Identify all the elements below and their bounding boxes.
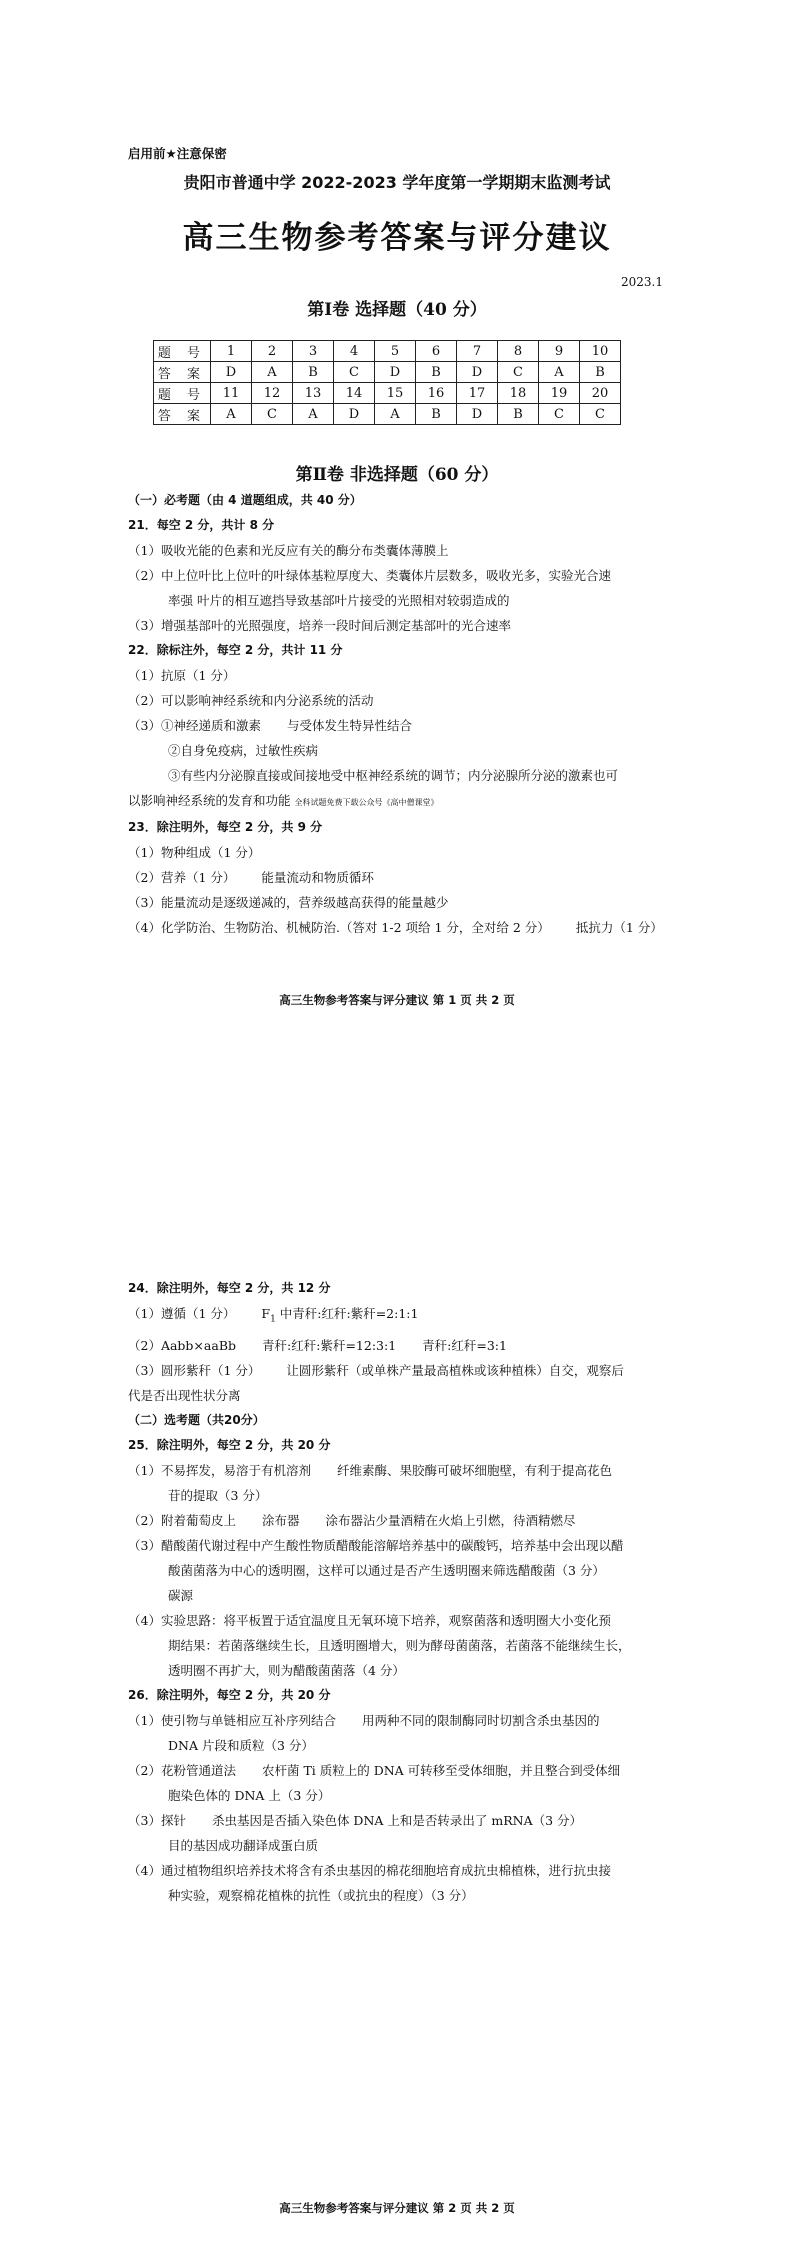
table-cell: 15 xyxy=(375,383,416,404)
q25-line xyxy=(128,1508,688,1533)
table-cell: 5 xyxy=(375,341,416,362)
confidential-label: 启用前★注意保密 xyxy=(128,146,227,161)
q26-heading: 26．除注明外，每空 2 分，共 20 分 xyxy=(128,1687,331,1702)
table-cell: 3 xyxy=(293,341,334,362)
q25-line: 透明圈不再扩大，则为醋酸菌菌落（4 分） xyxy=(168,1662,405,1678)
table-cell: D xyxy=(334,404,375,425)
section-heading: （二）选考题（共20分） xyxy=(128,1412,265,1427)
q23-line: （3）能量流动是逐级递减的，营养级越高获得的能量越少 xyxy=(128,895,449,910)
q22-line xyxy=(128,788,688,815)
q22-line: （1）抗原（1 分） xyxy=(128,668,236,683)
q26-text: （3）探针 xyxy=(128,1812,186,1828)
q26-line xyxy=(128,1708,688,1733)
q26-line: （4）通过植物组织培养技术将含有杀虫基因的棉花细胞培育成抗虫棉植株，进行抗虫接 xyxy=(128,1862,611,1878)
q26-line: 目的基因成功翻译成蛋白质 xyxy=(168,1837,319,1853)
q24-text: F xyxy=(261,1306,271,1321)
q21-line: （3）增强基部叶的光照强度，培养一段时间后测定基部叶的光合速率 xyxy=(128,618,511,633)
table-cell: C xyxy=(539,404,580,425)
q22-line: ③有些内分泌腺直接或间接地受中枢神经系统的调节；内分泌腺所分泌的激素也可 xyxy=(168,768,619,783)
q26-line xyxy=(128,1758,688,1783)
table-cell: A xyxy=(539,362,580,383)
q26-line: 种实验，观察棉花植株的抗性（或抗虫的程度）（3 分） xyxy=(168,1887,474,1903)
row-label: 题 号 xyxy=(154,341,211,362)
q26-text: 农杆菌 Ti 质粒上的 DNA 可转移至受体细胞，并且整合到受体细 xyxy=(261,1762,621,1778)
q26-text: 用两种不同的限制酶同时切割含杀虫基因的 xyxy=(361,1712,600,1728)
q22-text: （3）①神经递质和激素 xyxy=(128,718,261,733)
q23-text: 能量流动和物质循环 xyxy=(261,870,374,885)
q25-text: （2）附着葡萄皮上 xyxy=(128,1512,236,1528)
part2-title: 第Ⅱ卷 非选择题（60 分） xyxy=(295,465,499,485)
q23-heading: 23．除注明外，每空 2 分，共 9 分 xyxy=(128,820,323,834)
answer-table xyxy=(153,340,621,425)
q21-line: 率强 叶片的相互遮挡导致基部叶片接受的光照相对较弱造成的 xyxy=(168,593,510,608)
page2-content xyxy=(128,1276,688,1908)
table-cell: B xyxy=(293,362,334,383)
q25-line: 苷的提取（3 分） xyxy=(168,1487,268,1503)
row-label: 题 号 xyxy=(154,383,211,404)
q25-text: （1）不易挥发，易溶于有机溶剂 xyxy=(128,1462,311,1478)
q25-text: 涂布器 xyxy=(261,1512,300,1528)
table-cell: 12 xyxy=(252,383,293,404)
row-label: 答 案 xyxy=(154,404,211,425)
table-cell: C xyxy=(334,362,375,383)
q24-text: （1）遵循（1 分） xyxy=(128,1306,236,1321)
date-label: 2023.1 xyxy=(621,275,663,289)
table-cell: 1 xyxy=(211,341,252,362)
q24-line: 代是否出现性状分离 xyxy=(128,1387,241,1403)
table-cell: 18 xyxy=(498,383,539,404)
table-cell: 7 xyxy=(457,341,498,362)
table-cell: B xyxy=(580,362,621,383)
table-cell: C xyxy=(498,362,539,383)
q26-line: DNA 片段和质粒（3 分） xyxy=(168,1737,314,1753)
q25-line xyxy=(128,1458,688,1483)
table-cell: A xyxy=(293,404,334,425)
table-cell: D xyxy=(375,362,416,383)
q24-line xyxy=(128,1301,688,1333)
table-cell: 9 xyxy=(539,341,580,362)
row-label: 答 案 xyxy=(154,362,211,383)
table-row xyxy=(154,362,621,383)
table-cell: 4 xyxy=(334,341,375,362)
q24-text: 让圆形紫秆（或单株产量最高植株或该种植株）自交，观察后 xyxy=(286,1362,624,1378)
q24-text: （3）圆形紫秆（1 分） xyxy=(128,1362,261,1378)
q25-text: 涂布器沾少量酒精在火焰上引燃，待酒精燃尽 xyxy=(325,1512,576,1528)
table-cell: A xyxy=(375,404,416,425)
q24-line xyxy=(128,1358,688,1383)
q25-text: 纤维素酶、果胶酶可破坏细胞壁，有利于提高花色 xyxy=(336,1462,612,1478)
q22-line: ②自身免疫病，过敏性疾病 xyxy=(168,743,319,758)
q24-text: 青秆:红秆:紫秆=12:3:1 xyxy=(262,1337,397,1353)
q22-line xyxy=(128,713,688,738)
q24-text: 中青秆:红秆:紫秆=2:1:1 xyxy=(275,1306,419,1321)
table-cell: C xyxy=(252,404,293,425)
q24-text: （2）Aabb×aaBb xyxy=(128,1337,237,1353)
q21-line: （1）吸收光能的色素和光反应有关的酶分布类囊体薄膜上 xyxy=(128,543,449,558)
page-title: 高三生物参考答案与评分建议 xyxy=(182,220,612,256)
table-cell: 10 xyxy=(580,341,621,362)
table-cell: C xyxy=(580,404,621,425)
table-cell: 8 xyxy=(498,341,539,362)
q25-heading: 25．除注明外，每空 2 分，共 20 分 xyxy=(128,1437,331,1452)
table-cell: B xyxy=(416,362,457,383)
promo-note: 全科试题免费下载公众号《高中僧课堂》 xyxy=(294,798,439,807)
q21-line: （2）中上位叶比上位叶的叶绿体基粒厚度大、类囊体片层数多，吸收光多，实验光合速 xyxy=(128,568,611,583)
table-cell: 16 xyxy=(416,383,457,404)
table-row xyxy=(154,341,621,362)
q25-line: （4）实验思路：将平板置于适宜温度且无氧环境下培养，观察菌落和透明圈大小变化预 xyxy=(128,1612,611,1628)
q24-text: 青秆:红秆=3:1 xyxy=(422,1337,507,1353)
q26-text: 杀虫基因是否插入染色体 DNA 上和是否转录出了 mRNA（3 分） xyxy=(211,1812,583,1828)
q23-text: 抵抗力（1 分） xyxy=(575,920,663,935)
q22-heading: 22．除标注外，每空 2 分，共计 11 分 xyxy=(128,643,343,657)
q24-subscript: 1 xyxy=(270,1314,276,1325)
table-cell: 11 xyxy=(211,383,252,404)
q25-line: 碳源 xyxy=(168,1587,194,1603)
q23-line xyxy=(128,865,688,890)
table-row xyxy=(154,404,621,425)
school-exam-line: 贵阳市普通中学 2022-2023 学年度第一学期期末监测考试 xyxy=(183,173,611,192)
table-cell: 14 xyxy=(334,383,375,404)
q26-text: （2）花粉管通道法 xyxy=(128,1762,236,1778)
part1-title: 第Ⅰ卷 选择题（40 分） xyxy=(307,300,487,320)
table-cell: D xyxy=(457,404,498,425)
q22-line: （2）可以影响神经系统和内分泌系统的活动 xyxy=(128,693,374,708)
table-cell: D xyxy=(457,362,498,383)
q22-text: 以影响神经系统的发育和功能 xyxy=(128,793,291,808)
q23-line: （1）物种组成（1 分） xyxy=(128,845,261,860)
q26-line: 胞染色体的 DNA 上（3 分） xyxy=(168,1787,331,1803)
table-row xyxy=(154,383,621,404)
table-cell: A xyxy=(252,362,293,383)
table-cell: 19 xyxy=(539,383,580,404)
required-section xyxy=(128,488,688,940)
page-2 xyxy=(0,1124,794,2248)
q26-line xyxy=(128,1808,688,1833)
table-cell: A xyxy=(211,404,252,425)
q23-text: （2）营养（1 分） xyxy=(128,870,236,885)
page-footer: 高三生物参考答案与评分建议 第 1 页 共 2 页 xyxy=(279,993,515,1007)
q23-text: （4）化学防治、生物防治、机械防治.（答对 1-2 项给 1 分，全对给 2 分） xyxy=(128,920,550,935)
q21-heading: 21．每空 2 分，共计 8 分 xyxy=(128,518,275,532)
q23-line xyxy=(128,915,688,940)
q25-line: 期结果：若菌落继续生长，且透明圈增大，则为酵母菌菌落，若菌落不能继续生长， xyxy=(168,1637,631,1653)
table-cell: B xyxy=(498,404,539,425)
table-cell: 13 xyxy=(293,383,334,404)
q24-line xyxy=(128,1333,688,1358)
table-cell: 17 xyxy=(457,383,498,404)
table-cell: B xyxy=(416,404,457,425)
table-cell: 6 xyxy=(416,341,457,362)
q25-line: 酸菌菌落为中心的透明圈，这样可以通过是否产生透明圈来筛选醋酸菌（3 分） xyxy=(168,1562,605,1578)
q26-text: （1）使引物与单链相应互补序列结合 xyxy=(128,1712,336,1728)
q22-text: 与受体发生特异性结合 xyxy=(286,718,412,733)
table-cell: 20 xyxy=(580,383,621,404)
q24-heading: 24．除注明外，每空 2 分，共 12 分 xyxy=(128,1281,331,1295)
section-heading: （一）必考题（由 4 道题组成，共 40 分） xyxy=(128,493,362,507)
page-footer: 高三生物参考答案与评分建议 第 2 页 共 2 页 xyxy=(279,2201,515,2215)
table-cell: D xyxy=(211,362,252,383)
q25-line: （3）醋酸菌代谢过程中产生酸性物质醋酸能溶解培养基中的碳酸钙，培养基中会出现以醋 xyxy=(128,1537,624,1553)
table-cell: 2 xyxy=(252,341,293,362)
